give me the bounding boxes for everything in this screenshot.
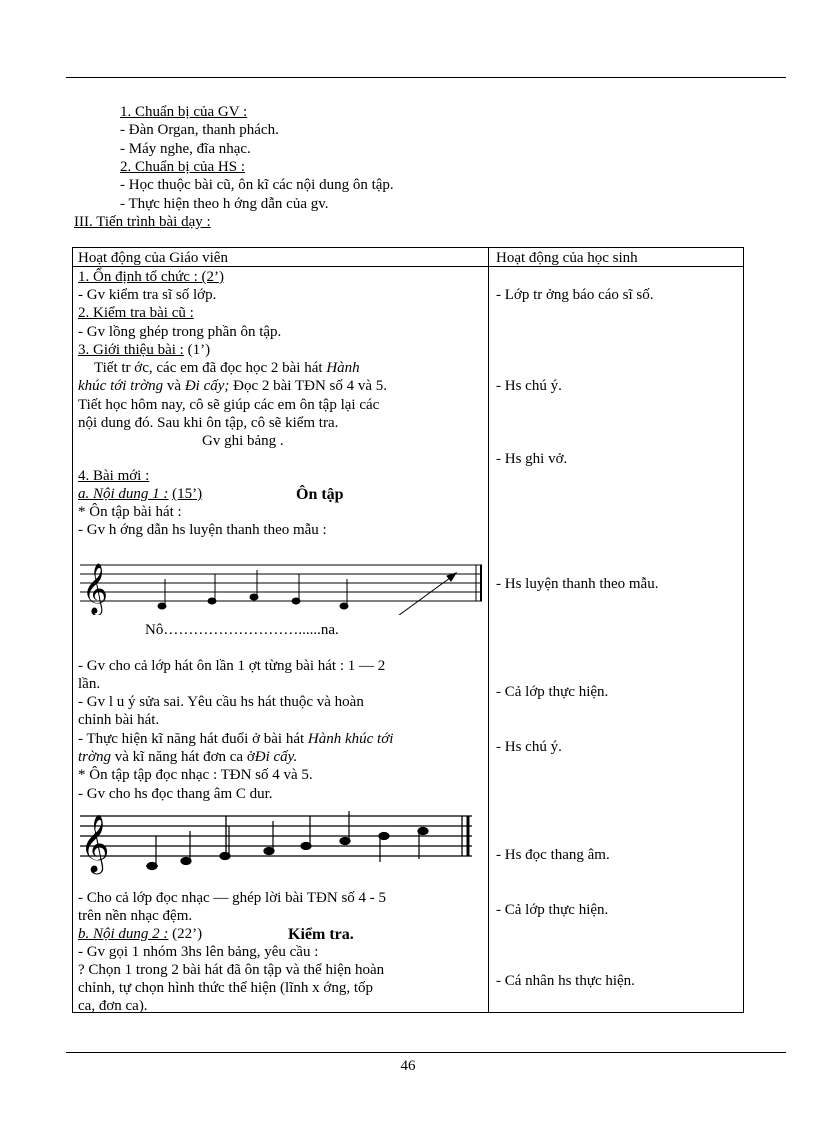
content-1-heading xyxy=(78,486,202,503)
student-activity: - Lớp tr ởng báo cáo sĩ số. xyxy=(496,287,654,303)
prep-gv-item: - Đàn Organ, thanh phách. xyxy=(120,122,279,138)
teacher-text xyxy=(78,378,387,395)
song-title: Hành xyxy=(326,360,360,376)
footer-rule xyxy=(66,1052,786,1053)
section-3-heading xyxy=(78,342,210,359)
prep-hs-item: - Thực hiện theo h ớng dẫn của gv. xyxy=(120,196,329,212)
page-number: 46 xyxy=(400,1058,416,1074)
section-3-title: 3. Giới thiệu bài : xyxy=(78,342,184,358)
content-2-heading xyxy=(78,926,202,943)
section-4-heading: 4. Bài mới : xyxy=(78,468,150,484)
student-activity: - Hs chú ý. xyxy=(496,378,562,394)
student-activity: - Cá nhân hs thực hiện. xyxy=(496,973,635,989)
student-activity: - Hs đọc thang âm. xyxy=(496,847,610,863)
header-rule xyxy=(66,77,786,78)
teacher-text: - Gv h ớng dẫn hs luyện thanh theo mẫu : xyxy=(78,522,327,538)
song-title: Hành khúc tới xyxy=(307,731,394,747)
teacher-text xyxy=(78,749,297,766)
student-activity: - Hs ghi vở. xyxy=(496,451,568,467)
column-header-student: Hoạt động của học sinh xyxy=(496,250,638,266)
teacher-text: Tiết học hôm nay, cô sẽ giúp các em ôn tập lại các xyxy=(78,397,380,413)
teacher-text: ? Chọn 1 trong 2 bài hát đã ôn tập và thể hiện hoàn xyxy=(78,962,385,978)
treble-clef-icon: 𝄞 xyxy=(82,563,109,614)
content-2-time: (22’) xyxy=(172,926,203,942)
intro-text: Đọc 2 bài TĐN số 4 và 5. xyxy=(233,378,388,394)
teacher-text: - Gv lồng ghép trong phần ôn tập. xyxy=(78,324,282,340)
teacher-text: * Ôn tập bài hát : xyxy=(78,504,182,520)
content-1-label: a. Nội dung 1 : xyxy=(78,486,169,502)
teacher-text: Gv ghi bảng . xyxy=(202,433,284,449)
teacher-text: nội dung đó. Sau khi ôn tập, cô sẽ kiểm tra. xyxy=(78,415,339,431)
content-2-label: b. Nội dung 2 : xyxy=(78,926,169,942)
student-activity: - Cả lớp thực hiện. xyxy=(496,902,609,918)
teacher-text: - Gv gọi 1 nhóm 3hs lên bảng, yêu cầu : xyxy=(78,944,319,960)
song-title: trờng xyxy=(78,749,112,765)
teacher-text: - Cho cả lớp đọc nhạc — ghép lời bài TĐN số 4 - 5 xyxy=(78,890,387,906)
intro-text: Tiết tr ớc, các em đã đọc học 2 bài hát xyxy=(94,360,323,376)
student-activity: - Hs luyện thanh theo mẫu. xyxy=(496,576,659,592)
teacher-text: - Gv cho cả lớp hát ôn lần 1 ợt từng bài hát : 1 — 2 xyxy=(78,658,386,674)
c-major-scale-staff xyxy=(78,806,484,880)
vocal-syllable-label: Nô………………………......na. xyxy=(145,622,339,638)
teacher-text: chỉnh, tự chọn hình thức thể hiện (lĩnh x ớng, tốp xyxy=(78,980,373,996)
table-column-divider xyxy=(488,247,489,1013)
teacher-text-part: và kĩ năng hát đơn ca ở xyxy=(114,749,255,765)
section-2-heading: 2. Kiểm tra bài cũ : xyxy=(78,305,194,321)
vocal-exercise-staff xyxy=(78,555,484,615)
song-title: Đi cấy; xyxy=(184,378,230,394)
teacher-text: ca, đơn ca). xyxy=(78,998,148,1014)
song-title: khúc tới trờng xyxy=(78,378,164,394)
teacher-text: trên nền nhạc đệm. xyxy=(78,908,193,924)
intro-text: và xyxy=(166,378,182,394)
column-header-teacher: Hoạt động của Giáo viên xyxy=(78,250,228,266)
content-2-title: Kiểm tra. xyxy=(288,926,354,943)
prep-hs-item: - Học thuộc bài cũ, ôn kĩ các nội dung ôn tập. xyxy=(120,177,394,193)
section-3-time: (1’) xyxy=(187,342,211,358)
teacher-text: lần. xyxy=(78,676,101,692)
song-title: Đi cấy. xyxy=(254,749,298,765)
teacher-text: - Gv cho hs đọc thang âm C dur. xyxy=(78,786,273,802)
teacher-text: - Gv kiểm tra sĩ số lớp. xyxy=(78,287,217,303)
treble-clef-icon: 𝄞 xyxy=(80,814,110,872)
teacher-text: chỉnh bài hát. xyxy=(78,712,160,728)
prep-hs-heading: 2. Chuẩn bị của HS : xyxy=(120,159,245,175)
teacher-text: - Gv l u ý sửa sai. Yêu cầu hs hát thuộc và hoàn xyxy=(78,694,364,710)
section-heading: III. Tiến trình bài dạy : xyxy=(74,214,211,230)
content-1-time: (15’) xyxy=(172,486,203,502)
teacher-text-part: - Thực hiện kĩ năng hát đuổi ở bài hát xyxy=(78,731,305,747)
content-1-title: Ôn tập xyxy=(296,486,344,503)
section-1-heading: 1. Ổn định tổ chức : (2’) xyxy=(78,269,225,285)
student-activity: - Cả lớp thực hiện. xyxy=(496,684,609,700)
prep-gv-heading: 1. Chuẩn bị của GV : xyxy=(120,104,248,120)
teacher-text xyxy=(78,731,393,748)
teacher-text xyxy=(94,360,360,377)
teacher-text: * Ôn tập tập đọc nhạc : TĐN số 4 và 5. xyxy=(78,767,313,783)
prep-gv-item: - Máy nghe, đĩa nhạc. xyxy=(120,141,251,157)
student-activity: - Hs chú ý. xyxy=(496,739,562,755)
